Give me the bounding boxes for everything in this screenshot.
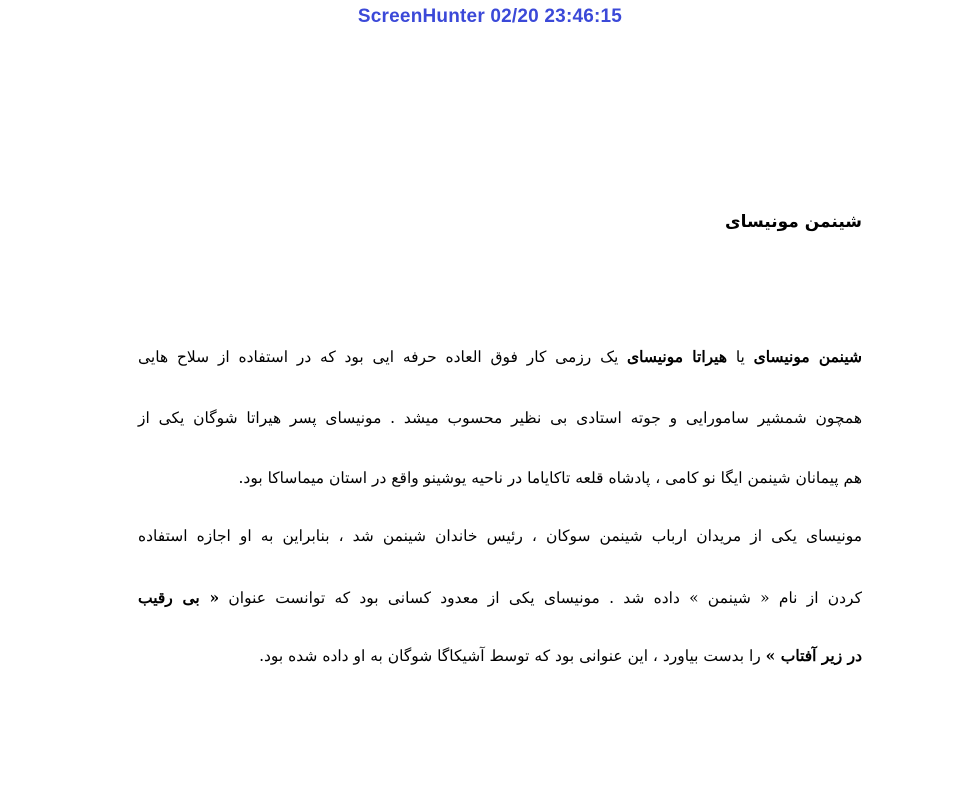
bold-title-unrivaled: « بی رقیب [138,588,220,607]
paragraph-line-6 [138,644,862,668]
screenhunter-watermark: ScreenHunter 02/20 23:46:15 [357,6,623,27]
paragraph-line-2: همچون شمشیر سامورایی و جوته استادی بی نظیر محسوب میشد . مونیسای پسر هیراتا شوگان یکی از [138,409,862,427]
line-text: کردن از نام « شینمن » داده شد . مونیسای یکی از معدود کسانی بود که توانست عنوان [219,589,862,607]
line-text: را بدست بیاورد ، این عنوانی بود که توسط آشیکاگا شوگان به او داده شده بود. [259,647,766,665]
paragraph-line-3: هم پیمانان شینمن ایگا نو کامی ، پادشاه قلعه تاکایاما در ناحیه یوشینو واقع در استان میماساکا بود. [238,469,862,487]
bold-term-hirata-munisai: هیراتا مونیسای [627,347,728,366]
paragraph-line-5 [138,586,862,610]
bold-title-under-the-sun: در زیر آفتاب » [765,646,862,665]
line-text: یک رزمی کار فوق العاده حرفه ایی بود که در استفاده از سلاح هایی [138,348,628,366]
paragraph-line-4: مونیسای یکی از مریدان ارباب شینمن سوکان ، رئیس خاندان شینمن شد ، بنابراین به او اجازه استفاده [138,527,862,545]
bold-term-shinmen-munisai: شینمن مونیسای [753,347,862,366]
line-text: یا [727,348,754,366]
paragraph-line-1 [138,345,862,369]
article-heading: شینمن مونیسای [725,212,862,232]
